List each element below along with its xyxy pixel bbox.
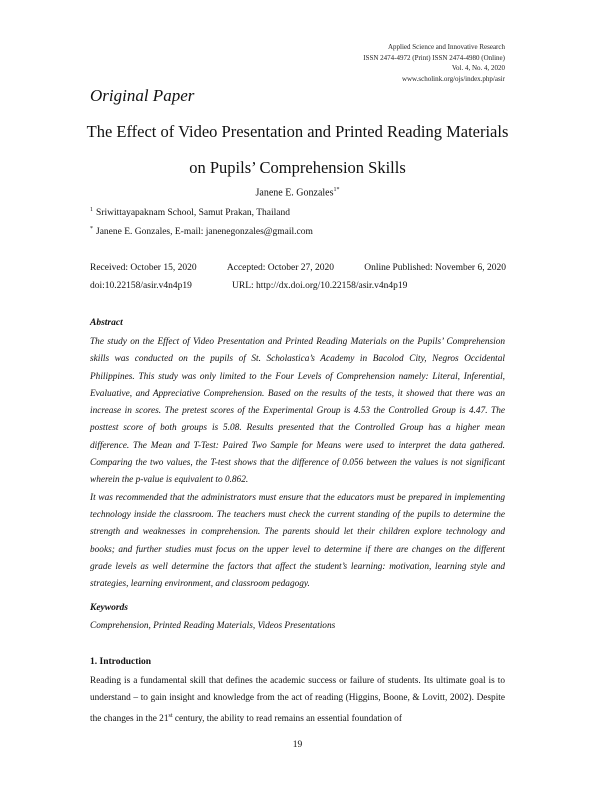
journal-name: Applied Science and Innovative Research <box>387 43 505 51</box>
page-number: 19 <box>292 740 303 750</box>
abstract-heading: Abstract <box>90 318 123 328</box>
paper-title-line-1: The Effect of Video Presentation and Printed Reading Materials <box>86 122 509 141</box>
affiliation-corresponding-mark: * <box>90 226 93 232</box>
journal-header <box>363 42 505 84</box>
author-marks: 1* <box>333 187 340 193</box>
abstract-paragraph-2: It was recommended that the administrators must ensure that the educators must be prepared in implementing technology inside the classroom. The teachers must check the current standing of the pupils to determine the strength and weaknesses in comprehension. The parents should let their children explore technology and books; and further studies must focus on the upper level to determine if there are changes on the different grade levels as well determine the factors that affect the student’s learning: motivation, learning style and strategies, learning environment, and classroom pedagogy. <box>90 492 505 590</box>
abstract-body <box>90 334 505 593</box>
author <box>0 187 595 198</box>
received-date: Received: October 15, 2020 <box>90 263 197 273</box>
journal-url[interactable]: www.scholink.org/ojs/index.php/asir <box>401 74 505 83</box>
keywords-heading: Keywords <box>90 603 128 613</box>
abstract-paragraph-1: The study on the Effect of Video Presentation and Printed Reading Materials on the Pupils’ Comprehension skills was conducted on the pupils of St. Scholastica’s Academy in Bacolod City, Negros Occidental Philippines. This study was only limited to the Four Levels of Comprehension namely: Literal, Inferential, Evaluative, and Appreciative Comprehension. Based on the results of the tests, it showed that there was an increase in scores. The pretest scores of the Experimental Group is 4.53 the Controlled Group is 4.47. The posttest score of both groups is 5.08. Results presented that the Controlled Group has a higher mean difference. The Mean and T-Test: Paired Two Sample for Means were used to interpret the data gathered. Comparing the two values, the T-test shows that the difference of 0.056 between the values is not significant wherein the p-value is equivalent to 0.862. <box>90 337 505 486</box>
affiliation-1-text: Sriwittayapaknam School, Samut Prakan, Thailand <box>96 208 291 219</box>
paper-title-line-2: on Pupils’ Comprehension Skills <box>189 158 406 177</box>
introduction-superscript: st <box>168 712 173 719</box>
introduction-heading: 1. Introduction <box>90 657 152 667</box>
affiliation-1-mark: 1 <box>90 207 93 213</box>
author-name: Janene E. Gonzales <box>255 187 334 199</box>
doi[interactable]: doi:10.22158/asir.v4n4p19 <box>90 281 192 291</box>
affiliation-1 <box>90 207 290 218</box>
accepted-date: Accepted: October 27, 2020 <box>226 263 334 273</box>
doi-url[interactable]: URL: http://dx.doi.org/10.22158/asir.v4n4p19 <box>232 281 408 291</box>
affiliation-corresponding <box>90 226 313 237</box>
introduction-text-2: century, the ability to read remains an essential foundation of <box>172 713 402 724</box>
doi-row <box>90 281 506 291</box>
introduction-body <box>90 673 505 728</box>
journal-issn: ISSN 2474-4972 (Print) ISSN 2474-4980 (Online) <box>363 53 505 62</box>
section-type: Original Paper <box>90 86 195 105</box>
keywords-text: Comprehension, Printed Reading Materials, Videos Presentations <box>90 621 336 631</box>
published-date: Online Published: November 6, 2020 <box>364 263 506 273</box>
affiliation-corresponding-text: Janene E. Gonzales, E-mail: janenegonzales@gmail.com <box>96 227 313 238</box>
journal-volume: Vol. 4, No. 4, 2020 <box>451 64 505 72</box>
introduction-text-1: Reading is a fundamental skill that defines the academic success or failure of students. Its ultimate goal is to understand – to gain insight and knowledge from the act of reading (Higgins, Boone, & Lovitt, 2002). Despite the changes in the 21 <box>90 676 505 724</box>
publication-dates <box>90 263 506 273</box>
